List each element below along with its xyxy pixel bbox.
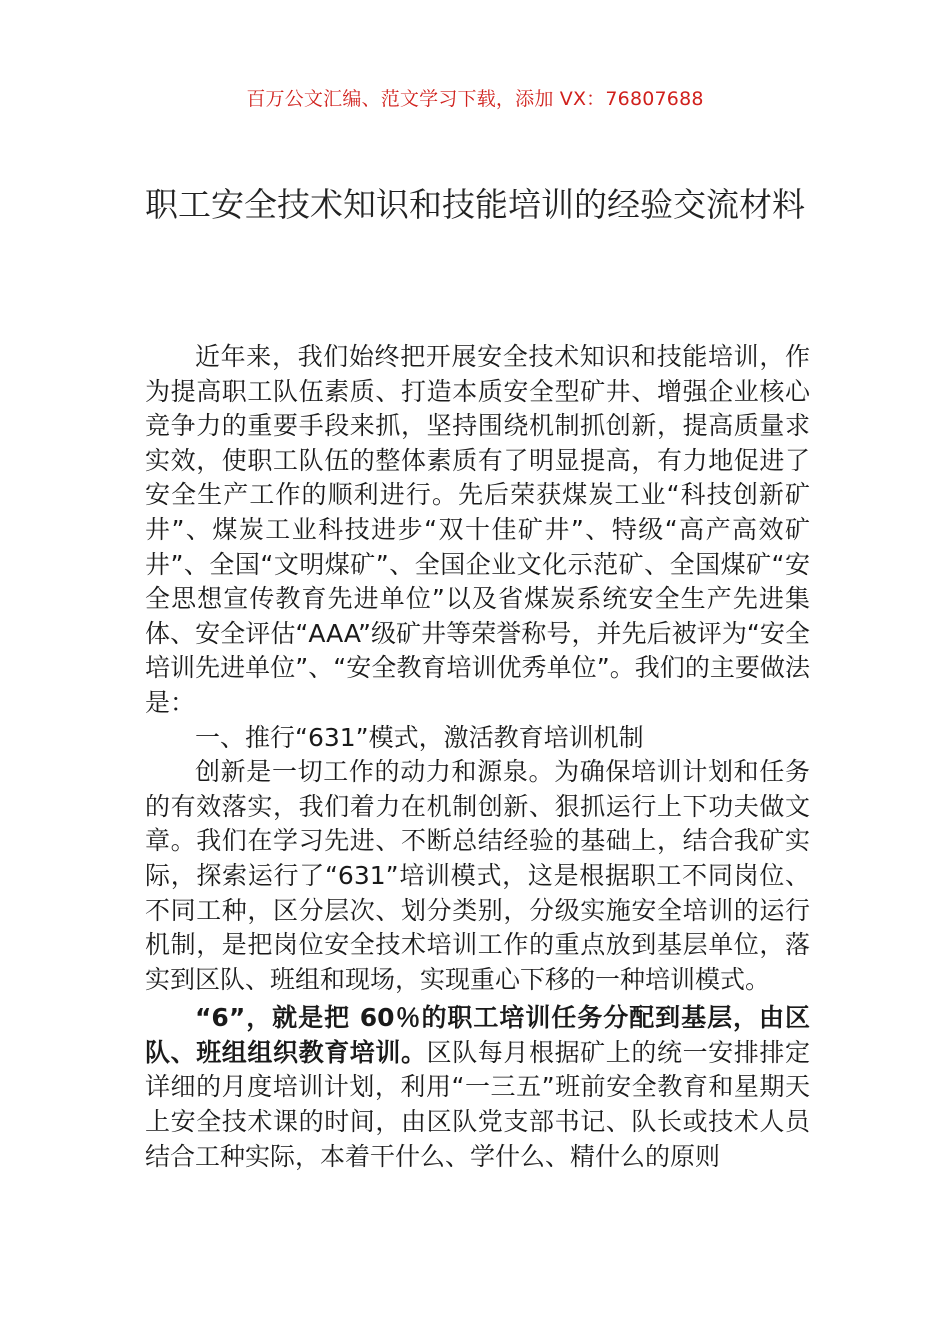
- section-1-paragraph: 创新是一切工作的动力和源泉。为确保培训计划和任务的有效落实，我们着力在机制创新、狠抓运行上下功夫做文章。我们在学习先进、不断总结经验的基础上，结合我矿实际，探索运行了“631”培训模式，这是根据职工不同岗位、不同工种，区分层次、划分类别，分级实施安全培训的运行机制，是把岗位安全技术培训工作的重点放到基层单位，落实到区队、班组和现场，实现重心下移的一种培训模式。: [145, 757, 810, 994]
- document-title: 职工安全技术知识和技能培训的经验交流材料: [145, 185, 805, 224]
- section-1-detail-paragraph: [145, 1001, 810, 1174]
- detail-paragraph-text: 区队每月根据矿上的统一安排排定详细的月度培训计划，利用“一三五”班前安全教育和星期天上安全技术课的时间，由区队党支部书记、队长或技术人员结合工种实际，本着干什么、学什么、精什么的原则: [145, 1037, 810, 1171]
- intro-paragraph: 近年来，我们始终把开展安全技术知识和技能培训，作为提高职工队伍素质、打造本质安全型矿井、增强企业核心竞争力的重要手段来抓，坚持围绕机制抓创新，提高质量求实效，使职工队伍的整体素质有了明显提高，有力地促进了安全生产工作的顺利进行。先后荣获煤炭工业“科技创新矿井”、煤炭工业科技进步“双十佳矿井”、特级“高产高效矿井”、全国“文明煤矿”、全国企业文化示范矿、全国煤矿“安全思想宣传教育先进单位”以及省煤炭系统安全生产先进集体、安全评估“AAA”级矿井等荣誉称号，并先后被评为“安全培训先进单位”、“安全教育培训优秀单位”。我们的主要做法是：: [145, 342, 810, 717]
- section-heading-1: 一、推行“631”模式，激活教育培训机制: [195, 722, 644, 752]
- bold-lead-sentence: “6”，就是把 60％的职工培训任务分配到基层，由区队、班组组织教育培训。: [145, 1003, 810, 1067]
- document-body: [145, 340, 810, 1174]
- header-contact-note: 百万公文汇编、范文学习下载，添加 VX：76807688: [246, 88, 704, 110]
